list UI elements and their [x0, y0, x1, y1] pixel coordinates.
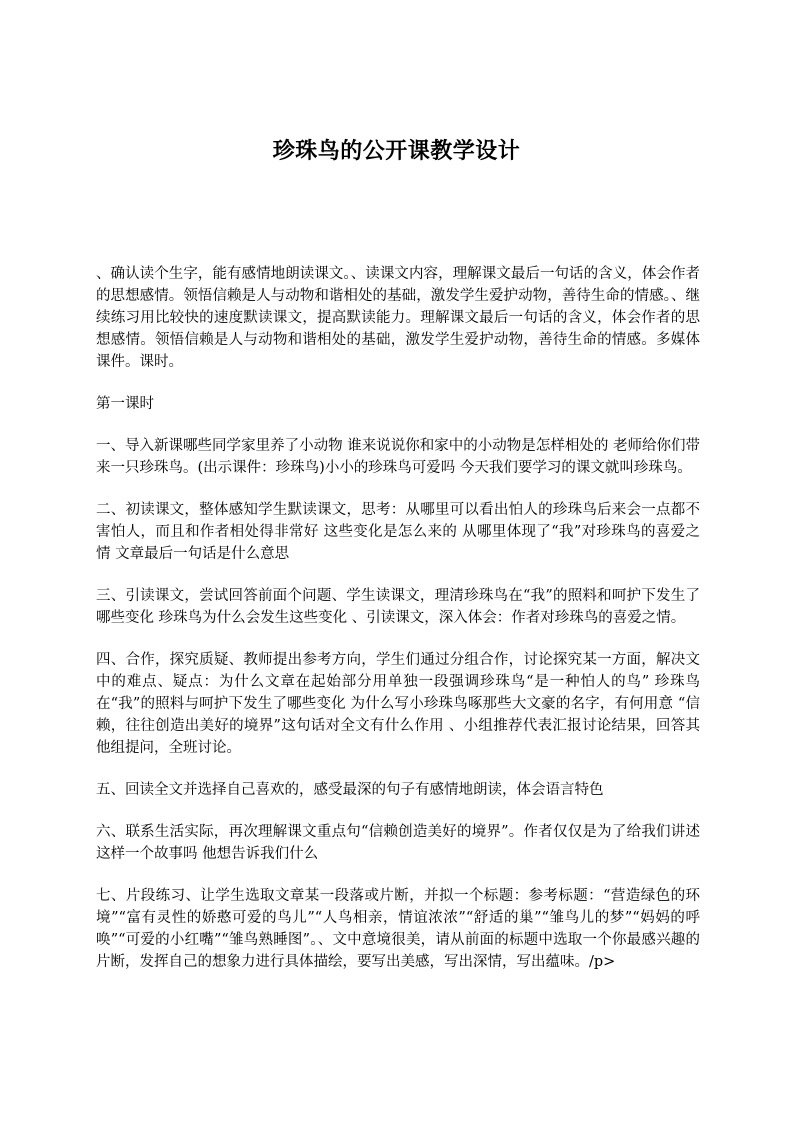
paragraph-step-5: 五、回读全文并选择自己喜欢的，感受最深的句子有感情地朗读，体会语言特色: [96, 782, 604, 798]
paragraph-step-2: 二、初读课文，整体感知学生默读课文，思考：从哪里可以看出怕人的珍珠鸟后来会一点都不害怕人，而且和作者相处得非常好 这些变化是怎么来的 从哪里体现了“我”对珍珠鸟的喜爱之情 文章最后一句话是什么意思: [96, 502, 700, 562]
paragraph-step-6: 六、联系生活实际，再次理解课文重点句“信赖创造美好的境界”。作者仅仅是为了给我们讲述这样一个故事吗 他想告诉我们什么: [96, 824, 700, 862]
document-body: [96, 263, 700, 993]
paragraph-step-3: 三、引读课文，尝试回答前面个问题、学生读课文，理清珍珠鸟在“我”的照料和呵护下发生了哪些变化 珍珠鸟为什么会发生这些变化 、引读课文，深入体会：作者对珍珠鸟的喜爱之情。: [96, 588, 700, 626]
document-title: 珍珠鸟的公开课教学设计: [272, 139, 521, 164]
paragraph-step-7: 七、片段练习、让学生选取文章某一段落或片断，并拟一个标题：参考标题：“营造绿色的环境”“富有灵性的娇憨可爱的鸟儿”“人鸟相亲，情谊浓浓”“舒适的巢”“雏鸟儿的梦”“妈妈的呼唤”“可爱的小红嘴”“雏鸟熟睡图”。、文中意境很美，请从前面的标题中选取一个你最感兴趣的片断，发挥自己的想象力进行具体描绘，要写出美感，写出深情，写出蕴味。/p>: [96, 888, 700, 970]
paragraph-objectives: 、确认读个生字，能有感情地朗读课文。、读课文内容，理解课文最后一句话的含义，体会作者的思想感情。领悟信赖是人与动物和谐相处的基础，激发学生爱护动物，善待生命的情感。、继续练习用比较快的速度默读课文，提高默读能力。理解课文最后一句话的含义，体会作者的思想感情。领悟信赖是人与动物和谐相处的基础，激发学生爱护动物，善待生命的情感。多媒体课件。课时。: [96, 266, 700, 370]
paragraph-step-1: 一、导入新课哪些同学家里养了小动物 谁来说说你和家中的小动物是怎样相处的 老师给你们带来一只珍珠鸟。(出示课件：珍珠鸟)小小的珍珠鸟可爱吗 今天我们要学习的课文就叫珍珠鸟。: [96, 438, 700, 476]
paragraph-step-4: 四、合作，探究质疑、教师提出参考方向，学生们通过分组合作，讨论探究某一方面，解决文中的难点、疑点：为什么文章在起始部分用单独一段强调珍珠鸟“是一种怕人的鸟” 珍珠鸟在“我”的照料与呵护下发生了哪些变化 为什么写小珍珠鸟啄那些大文豪的名字，有何用意 “信赖，往往创造出美好的境界”这句话对全文有什么作用 、小组推荐代表汇报讨论结果，回答其他组提问，全班讨论。: [96, 652, 700, 756]
paragraph-lesson-heading: 第一课时: [96, 396, 154, 412]
